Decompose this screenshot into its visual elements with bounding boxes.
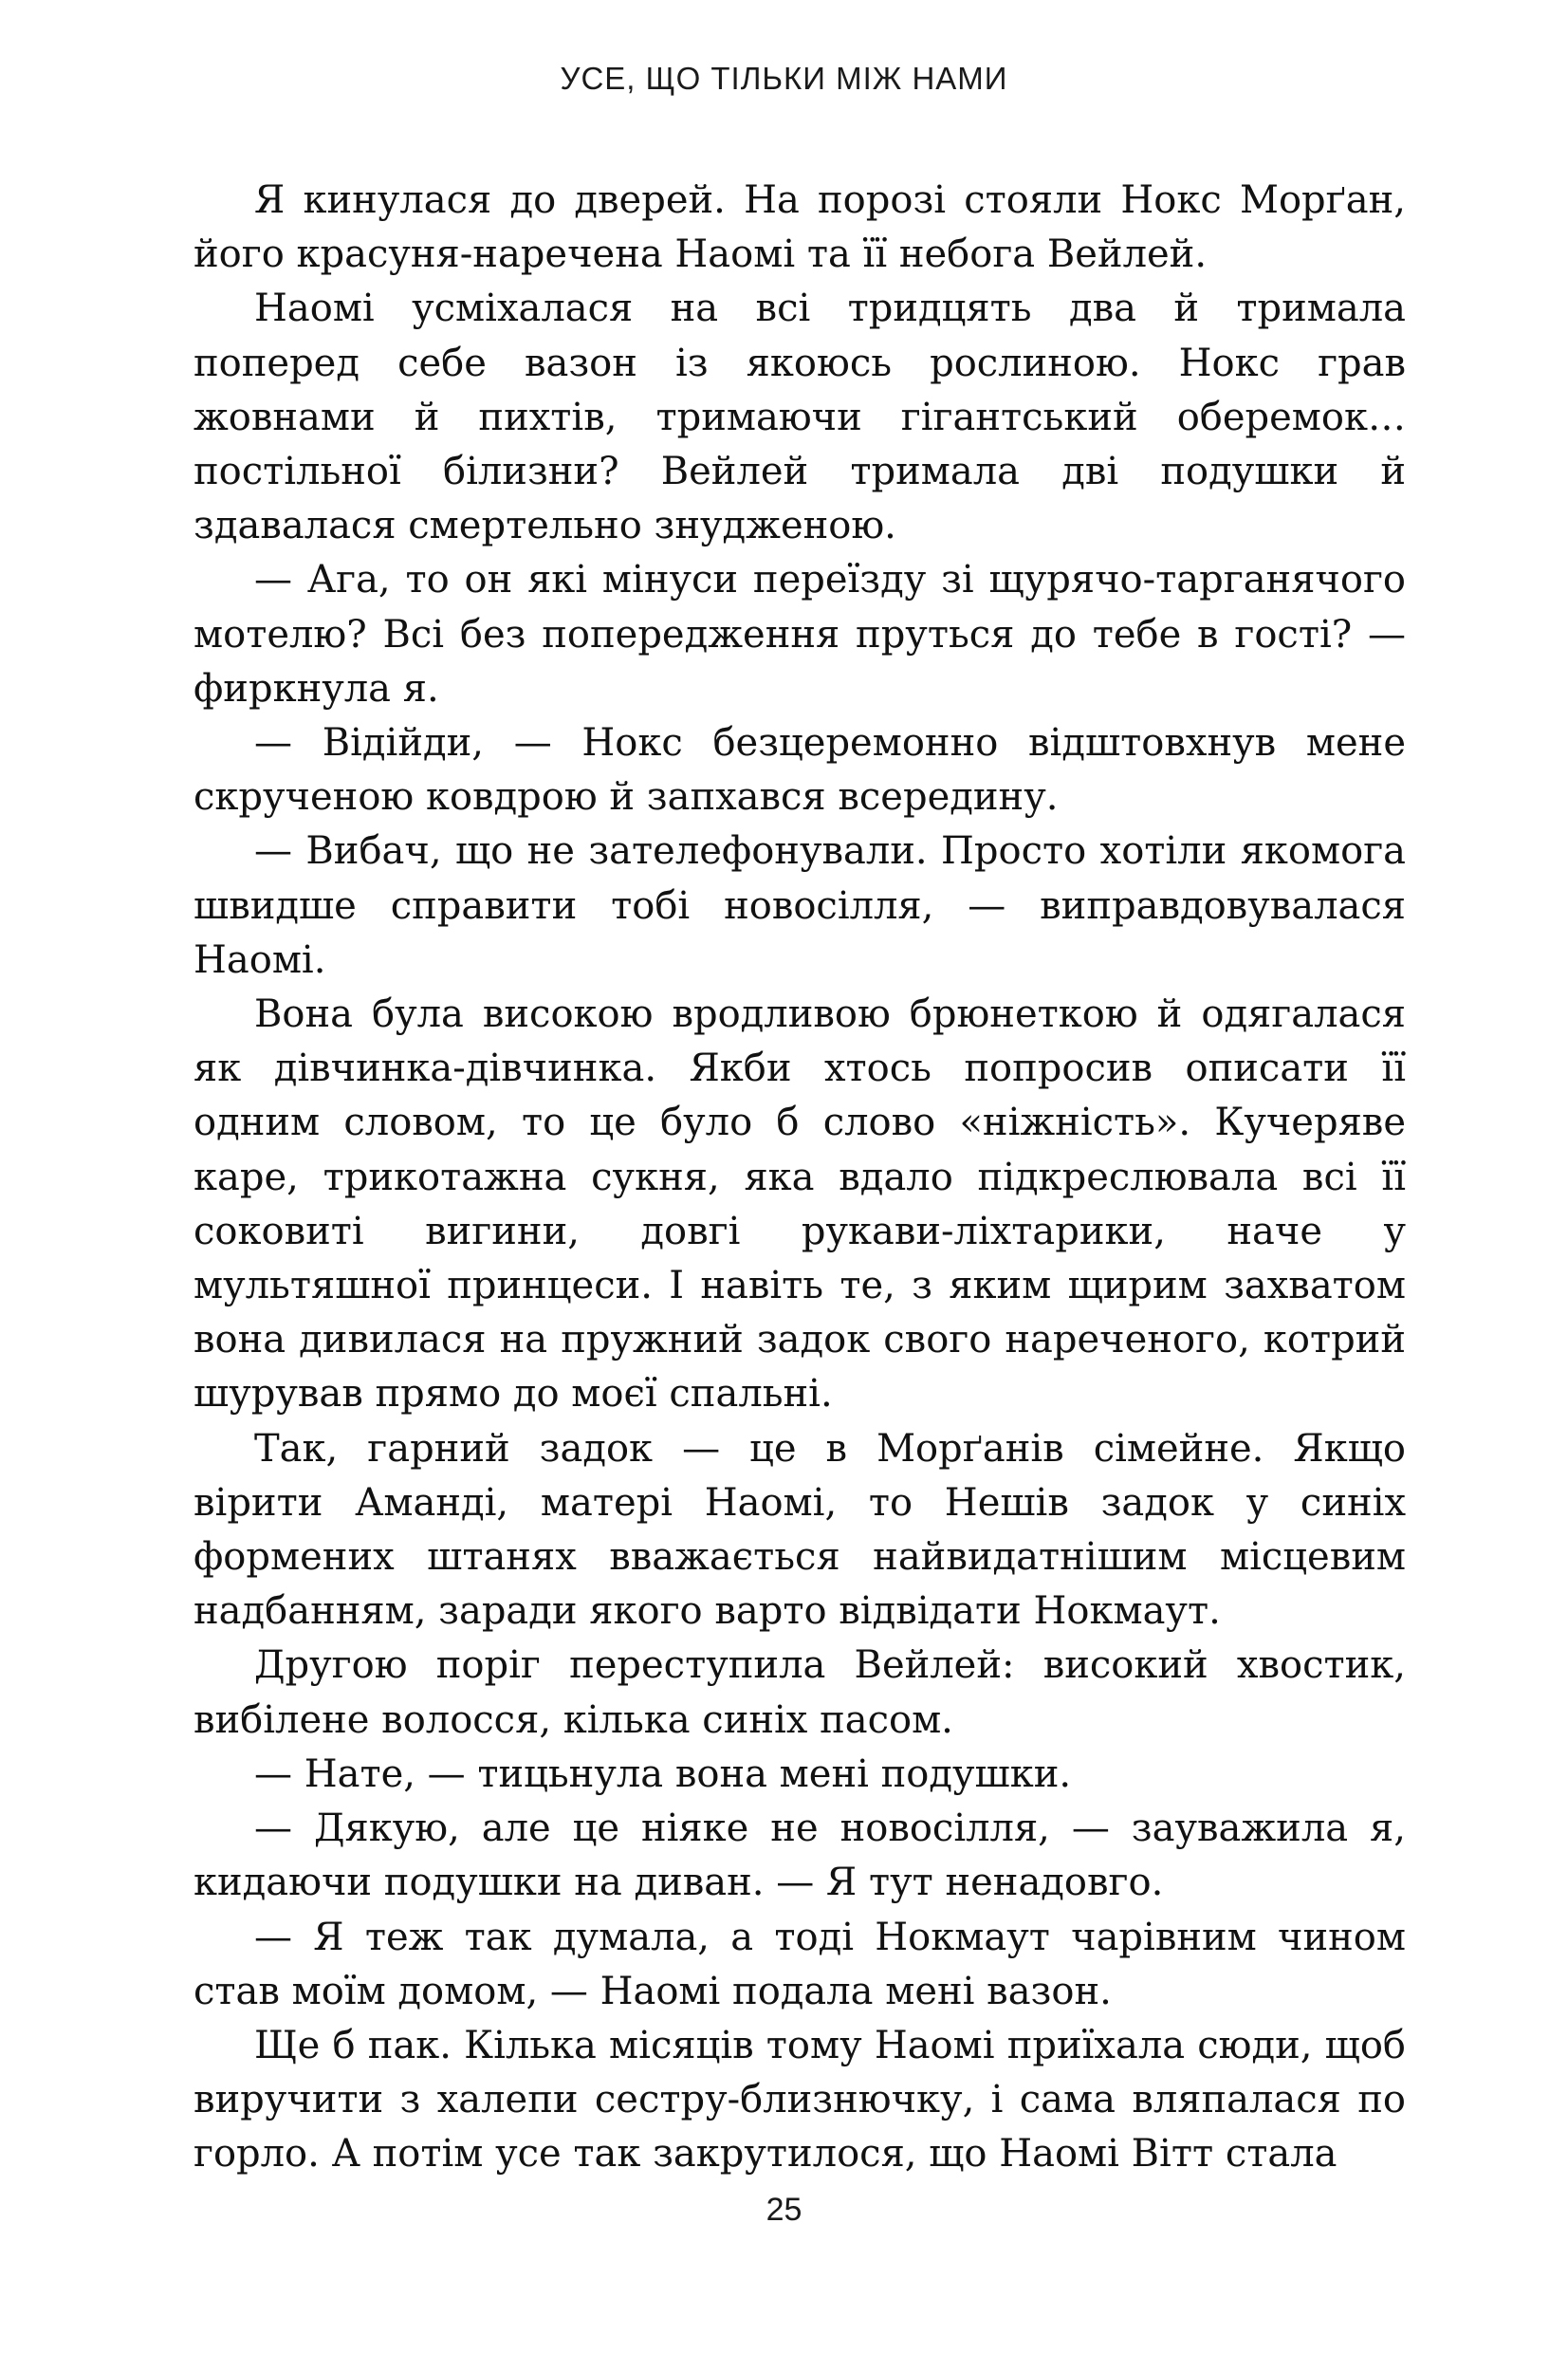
paragraph: Ще б пак. Кілька місяців тому Наомі приїхала сюди, щоб виручити з халепи сестру-близнючку, і сама вляпалася по горло. А потім усе так закрутилося, що Наомі Вітт стала bbox=[194, 2023, 1406, 2177]
paragraph: — Нате, — тицьнула вона мені подушки. bbox=[254, 1751, 1072, 1796]
running-head: УСЕ, ЩО ТІЛЬКИ МІЖ НАМИ bbox=[560, 61, 1008, 96]
paragraph: — Відійди, — Нокс безцеремонно відштовхнув мене скрученою ковдрою й запхався всередину. bbox=[194, 721, 1406, 820]
paragraph: Так, гарний задок — це в Морґанів сімейне. Якщо вірити Аманді, матері Наомі, то Нешів задок у синіх формених штанях вважається найвидатнішим місцевим надбанням, заради якого варто відвідати Нокмаут. bbox=[194, 1426, 1406, 1634]
body-text bbox=[194, 174, 1406, 2182]
paragraph: Вона була високою вродливою брюнеткою й одягалася як дівчинка-дівчинка. Якби хтось попросив описати її одним словом, то це було б слово «ніжність». Кучеряве каре, трикотажна сукня, яка вдало підкреслювала всі її соковиті вигини, довгі рукави-ліхтарики, наче у мультяшної принцеси. І навіть те, з яким щирим захватом вона дивилася на пружний задок свого нареченого, котрий шурував прямо до моєї спальні. bbox=[194, 992, 1406, 1417]
paragraph: Я кинулася до дверей. На порозі стояли Нокс Морґан, його красуня-наречена Наомі та її небога Вейлей. bbox=[194, 178, 1406, 277]
paragraph: Другою поріг переступила Вейлей: високий хвостик, вибілене волосся, кілька синіх пасом. bbox=[194, 1643, 1406, 1742]
paragraph: — Дякую, але це ніяке не новосілля, — зауважила я, кидаючи подушки на диван. — Я тут ненадовго. bbox=[194, 1806, 1406, 1905]
paragraph: Наомі усміхалася на всі тридцять два й тримала поперед себе вазон із якоюсь рослиною. Нокс грав жовнами й пихтів, тримаючи гігантський оберемок… постільної білизни? Вейлей тримала дві подушки й здавалася смертельно знудженою. bbox=[194, 287, 1406, 548]
page-number: 25 bbox=[766, 2192, 802, 2228]
paragraph: — Ага, то он які мінуси переїзду зі щурячо-тарганячого мотелю? Всі без попередження пруться до тебе в гості? — фиркнула я. bbox=[194, 558, 1406, 711]
paragraph: — Я теж так думала, а тоді Нокмаут чарівним чином став моїм домом, — Наомі подала мені вазон. bbox=[194, 1915, 1406, 2013]
paragraph: — Вибач, що не зателефонували. Просто хотіли якомога швидше справити тобі новосілля, — виправдовувалася Наомі. bbox=[194, 829, 1406, 982]
